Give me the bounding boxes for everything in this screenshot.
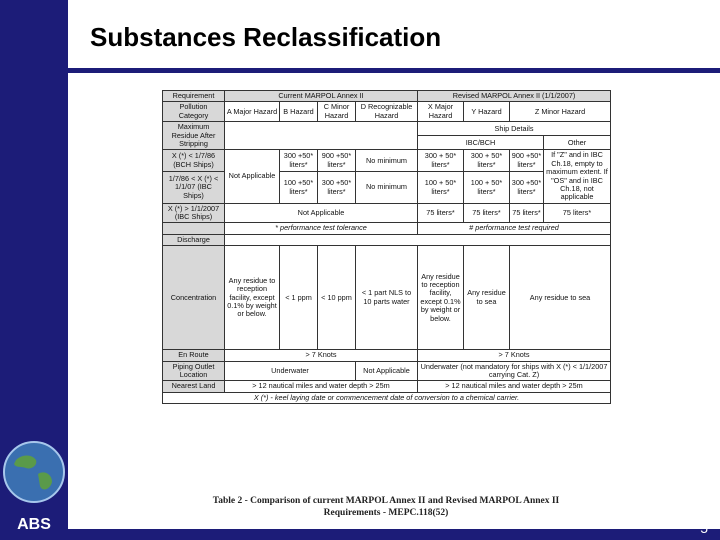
- cat-z: Z Minor Hazard: [510, 102, 611, 122]
- title-area: [68, 0, 720, 68]
- cell-d2: No minimum: [356, 172, 418, 203]
- comparison-table: [162, 90, 610, 404]
- cell-x2: 100 + 50* liters*: [418, 172, 464, 203]
- land-current: > 12 nautical miles and water depth > 25m: [225, 381, 418, 392]
- row-2007-label: X (*) > 1/1/2007 (IBC Ships): [163, 203, 225, 223]
- header-requirement: Requirement: [163, 91, 225, 102]
- cell-b1: 300 +50* liters*: [280, 150, 318, 172]
- label-nearest-land: Nearest Land: [163, 381, 225, 392]
- cell-x3: 75 liters*: [418, 203, 464, 223]
- cell-z1: 900 +50* liters*: [510, 150, 544, 172]
- caption-line-2: Requirements - MEPC.118(52): [323, 508, 449, 519]
- bottom-bar: [68, 520, 720, 540]
- title-divider: [68, 68, 720, 73]
- piping-d: Not Applicable: [356, 361, 418, 381]
- cell-y3: 75 liters*: [464, 203, 510, 223]
- cell-y1: 300 + 50* liters*: [464, 150, 510, 172]
- cell-a-not-applicable: Not Applicable: [225, 150, 280, 203]
- row-ibc-label: 1/7/86 < X (*) < 1/1/07 (IBC Ships): [163, 172, 225, 203]
- label-discharge: Discharge: [163, 234, 225, 245]
- cell-current-not-applicable: Not Applicable: [225, 203, 418, 223]
- cell-x1: 300 + 50* liters*: [418, 150, 464, 172]
- abs-logo: [4, 512, 64, 534]
- label-concentration: Concentration: [163, 246, 225, 350]
- keel-note: X (*) - keel laying date or commencement date of conversion to a chemical carrier.: [163, 392, 611, 403]
- svg-text:ABS: ABS: [17, 516, 51, 533]
- label-max-residue: Maximum Residue After Stripping: [163, 122, 225, 150]
- conc-c: < 10 ppm: [318, 246, 356, 350]
- conc-b: < 1 ppm: [280, 246, 318, 350]
- cell-c1: 900 +50* liters*: [318, 150, 356, 172]
- blank-discharge: [225, 234, 611, 245]
- caption-line-1: Table 2 - Comparison of current MARPOL Annex II and Revised MARPOL Annex II: [212, 496, 560, 506]
- cell-b2: 100 +50* liters*: [280, 172, 318, 203]
- ibc-bch: IBC/BCH: [418, 136, 544, 150]
- ship-details: Ship Details: [418, 122, 611, 136]
- table-caption: [162, 495, 610, 520]
- cat-x: X Major Hazard: [418, 102, 464, 122]
- required-note: # performance test required: [418, 223, 611, 234]
- conc-a: Any residue to reception facility, except 0.1% by weight or below.: [225, 246, 280, 350]
- cell-y2: 100 + 50* liters*: [464, 172, 510, 203]
- cat-b: B Hazard: [280, 102, 318, 122]
- row-bch-label: X (*) < 1/7/86 (BCH Ships): [163, 150, 225, 172]
- other: Other: [544, 136, 611, 150]
- cat-c: C Minor Hazard: [318, 102, 356, 122]
- label-pollution-category: Pollution Category: [163, 102, 225, 122]
- cat-d: D Recognizable Hazard: [356, 102, 418, 122]
- header-revised: Revised MARPOL Annex II (1/1/2007): [418, 91, 611, 102]
- conc-d: < 1 part NLS to 10 parts water: [356, 246, 418, 350]
- en-route-current: > 7 Knots: [225, 350, 418, 361]
- conc-x: Any residue to reception facility, except 0.1% by weight or below.: [418, 246, 464, 350]
- page-number: 5: [700, 520, 708, 536]
- tolerance-note: * performance test tolerance: [225, 223, 418, 234]
- cat-y: Y Hazard: [464, 102, 510, 122]
- piping-current: Underwater: [225, 361, 356, 381]
- conc-z: Any residue to sea: [510, 246, 611, 350]
- label-en-route: En Route: [163, 350, 225, 361]
- blank-note-label: [163, 223, 225, 234]
- cell-other3: 75 liters*: [544, 203, 611, 223]
- piping-revised: Underwater (not mandatory for ships with X (*) < 1/1/2007 carrying Cat. Z): [418, 361, 611, 381]
- cell-other: If "Z" and in IBC Ch.18, empty to maximum extent. If "OS" and in IBC Ch.18, not applicable: [544, 150, 611, 203]
- blank-current-ship: [225, 122, 418, 150]
- conc-y: Any residue to sea: [464, 246, 510, 350]
- land-revised: > 12 nautical miles and water depth > 25m: [418, 381, 611, 392]
- cell-z2: 300 +50* liters*: [510, 172, 544, 203]
- globe-icon: [2, 440, 66, 504]
- slide-title: Substances Reclassification: [90, 22, 442, 52]
- cell-d1: No minimum: [356, 150, 418, 172]
- en-route-revised: > 7 Knots: [418, 350, 611, 361]
- cell-c2: 300 +50* liters*: [318, 172, 356, 203]
- header-current: Current MARPOL Annex II: [225, 91, 418, 102]
- cell-z3: 75 liters*: [510, 203, 544, 223]
- label-piping-outlet: Piping Outlet Location: [163, 361, 225, 381]
- cat-a: A Major Hazard: [225, 102, 280, 122]
